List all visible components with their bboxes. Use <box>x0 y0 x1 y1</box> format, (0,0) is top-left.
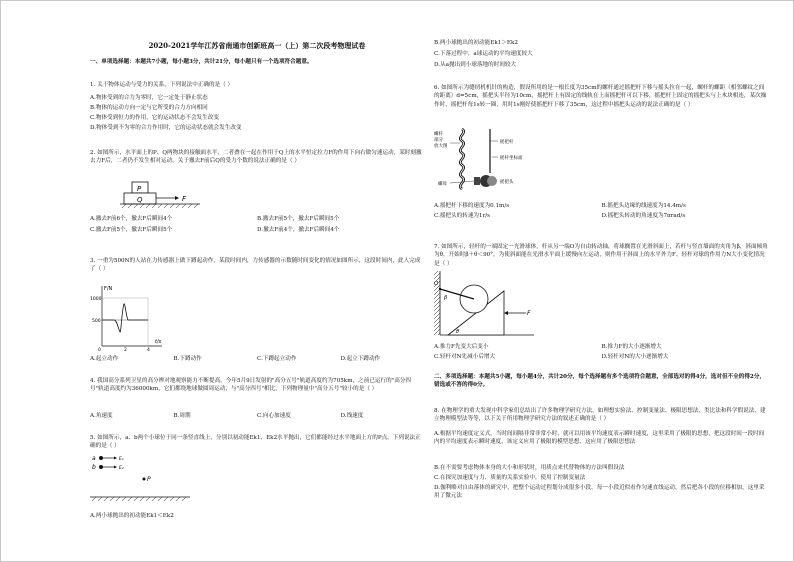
q6-label-screw: 螺杆 <box>434 132 443 137</box>
q3-tick-500: 500 <box>92 319 101 324</box>
q6-option-b: B.摇把头边缘的线速度为14.4m/s <box>601 203 686 209</box>
q6-label-screw3: 放大图 <box>434 144 448 149</box>
q5-label-e2: E₂ <box>119 466 124 471</box>
q3-tick-1000: 1000 <box>90 297 102 302</box>
q5-option-a: A.两小球抛出的初动能Ek1＜Ek2 <box>90 513 174 519</box>
q1-option-b: B.物体的运动方向一定与它所受的合力方向相同 <box>90 105 208 111</box>
q2-label-p: P <box>137 185 142 193</box>
q6-label-nut: 螺母 <box>438 182 447 187</box>
q6-label-rod: 摇把杆 <box>500 140 514 145</box>
q7-options-row1 <box>434 343 769 351</box>
q3-stem: 3. 一重为500N的人站在力传感器上做下蹲起动作，某段时间内，力传感器的示数随时间变化的情况如图所示，这段时间内，此人完成了（ ） <box>90 258 421 273</box>
q8-option-d: D.伽利略对自由落体的研究中，把整个运动过程划分成很多小段，每一小段近似看作匀速直线运动，然后把各小段的位移相加，这里采用了微元法 <box>434 485 765 500</box>
q8-option-b: B.在不需要考虑物体本身的大小和形状时，用质点来代替物体的方法叫假设法 <box>434 465 625 471</box>
q2-options-row2 <box>90 226 424 234</box>
right-column <box>434 1 769 561</box>
q6-label-wheel: 摇杆坐标面 <box>500 156 523 161</box>
q3-tick-4: 4 <box>147 348 150 352</box>
q7-label-o: O <box>434 281 439 287</box>
q2-label-q: Q <box>137 196 143 204</box>
q5-label-p: P <box>147 476 151 483</box>
q1-stem: 1. 关于物体运动与受力的关系，下列说法中正确的是（ ） <box>90 82 234 88</box>
q2-label-f: F <box>182 195 187 203</box>
q2-option-b: B.撤去F前5个，撤去F后瞬间5个 <box>257 216 340 222</box>
q7-option-a: A.推力F先变大后变小 <box>434 344 489 350</box>
left-column <box>90 1 424 561</box>
q6-option-d: D.摇把头转动的角速度为7πrad/s <box>601 213 686 219</box>
q4-options <box>90 412 424 420</box>
q6-figure <box>434 127 544 201</box>
q6-option-c: C.摇把头的转速为1r/s <box>434 213 491 219</box>
q2-option-a: A.撤去F前6个，撤去F后瞬间4个 <box>90 216 173 222</box>
q7-option-c: C.轻杆对N先减小后增大 <box>434 354 496 360</box>
q3-xlabel: t/s <box>155 339 162 345</box>
q7-option-d: D.轻杆对N的大小逐渐增大 <box>601 354 669 360</box>
page-title: 2020-2021学年江苏省南通市创新班高一（上）第二次段考物理试卷 <box>148 41 366 50</box>
q4-option-b: B.周期 <box>173 413 191 419</box>
q7-option-b: B.推力F的大小逐渐增大 <box>601 344 662 350</box>
q3-options <box>90 355 424 363</box>
q5-figure <box>90 453 210 509</box>
q5-stem: 5. 如图所示，a、b两个小球位于同一条竖直线上，分别以初动能Ek1、Ek2水平抛出，它们都能经过水平地面上方的P点，下列说法正确的是（ ） <box>90 435 421 450</box>
q3-ylabel: F/N <box>104 286 113 292</box>
q3-tick-2: 2 <box>124 348 127 352</box>
q1-option-a: A.物体受到的合力为零时，它一定处于静止状态 <box>90 95 208 101</box>
q5-label-b: b <box>92 464 96 471</box>
q3-option-b: B.下蹲动作 <box>173 356 202 362</box>
q3-option-d: D.起立下蹲动作 <box>340 356 381 362</box>
q3-option-c: C.下蹲起立动作 <box>257 356 297 362</box>
q6-label-screw2: 部分 <box>434 138 443 143</box>
q4-option-c: C.向心加速度 <box>257 413 291 419</box>
q7-stem: 7. 如图所示，轻杆的一端固定一光滑球体，杆从另一端O为自由转动轴，将球搁置在光滑斜面上，若杆与竖直墙面的夹角为β，斜面倾角为θ，开始时β＋θ＜90°，为使斜面能在光滑水平面上缓慢向左运动，则作用于斜面上的水平外力F、轻杆对球的作用力N大小变化情况是（ ） <box>434 244 768 267</box>
q3-force-graph <box>90 284 170 352</box>
q8-option-c: C.在探究加速度与力、质量的关系实验中，使用了控制变量法 <box>434 475 586 481</box>
q2-option-c: C.撤去F前5个，撤去F后瞬间5个 <box>90 227 173 233</box>
q6-label-head: 摇把头 <box>500 180 514 185</box>
q3-origin: 0 <box>98 348 101 352</box>
q3-option-a: A.起立动作 <box>90 356 119 362</box>
q3-force-curve <box>102 304 148 332</box>
q7-label-beta: β <box>444 295 448 301</box>
q5-label-a: a <box>92 455 96 462</box>
q6-option-a: A.摇把杆下移的速度为0.1m/s <box>434 203 510 209</box>
q5-option-b: B.两小球抛出的初动能Ek1＞Ek2 <box>434 40 518 46</box>
q7-label-theta: θ <box>456 329 460 335</box>
q6-options-row1 <box>434 202 769 210</box>
q2-option-d: D.撤去F前4个，撤去F后瞬间4个 <box>257 227 340 233</box>
q6-options-row2 <box>434 212 769 220</box>
q7-label-f: F <box>527 310 531 317</box>
q8-stem: 8. 在物理学的重大发现中科学家们总结出了许多物理学研究方法，如理想实验法、控制变量法、极限思想法、类比法和科学假说法、建立物理模型法等等，以下关于所用物理学研究方法的叙述正确的是（ ） <box>434 408 766 423</box>
q1-option-c: C.物体受到恒力的作用，它的运动状态不会发生改变 <box>90 115 219 121</box>
q4-stem: 4. 我国高分系列卫星的高分辨对地观察能力不断提高，今年5月9日发射的"高分五号"轨道高度约为705km，之前已运行的"高分四号"轨道高度约为36000km，它们都绕地球做圆周运动，与"高分四号"相比，下列物理量中"高分五号"较小的是（ ） <box>90 378 412 393</box>
q4-option-d: D.线速度 <box>340 413 364 419</box>
q1-option-d: D.物体受到不为零的合力作用时，它的运动状态就会发生改变 <box>90 125 242 131</box>
q6-stem: 6. 如图所示为缝纫机机针的构造，假设所用的是一根长度为35cm的螺杆通过摇把杆下移与摇头拉在一起，螺杆的螺距（相邻螺纹之间的距离）d=5cm，摇把头半径为10cm，摇把杆上有固定的线轨在上而摇把杆可以下移，摇把杆上固定的摇把头与上木块相连，某次操作时，摇把杆每1s转一圈，用时1s刚好使摇把杆下移了35cm，这过程中摇把头运动的说法正确的是（ ） <box>434 85 767 108</box>
q2-stem: 2. 如图所示，水平面上的P、Q两物块的接触面水平，二者叠在一起在作用于Q上的水平恒定拉力F的作用下向右做匀速运动，某时刻撤去力F后，二者仍不发生相对运动。关于撤去F前后Q的受力个数的说法正确的是（ ） <box>90 150 422 165</box>
q5-option-d: D.从a抛出到小球落地的时间较大 <box>434 62 517 68</box>
q2-figure <box>120 181 220 211</box>
q5-label-e1: E₁ <box>119 457 124 462</box>
q4-option-a: A.角速度 <box>90 413 113 419</box>
section-1-heading: 一、单项选择题：本题共7小题，每小题3分，共计21分，每小题只有一个选项符合题意。 <box>90 59 313 65</box>
q8-option-a: A.根据平均速度定义式，当时间间隔非常非常小时，就可以用该平均速度表示瞬时速度，这里采用了极限的思想，把这段时间一段时间内的平均速度表示瞬时速度，该定义应用了极限的模型思想，这应用了极限思想法 <box>434 431 765 446</box>
q5-option-c: C.下落过程中，a球运动的平均速度较大 <box>434 51 533 57</box>
q2-options-row1 <box>90 215 424 223</box>
section-2-heading: 二、多项选择题：本题共5小题，每小题4分，共计20分，每个选择题有多个选项符合题意，全部选对的得4分，选对但不全的得2分，错选或不答的得0分。 <box>434 374 766 389</box>
q7-figure <box>434 271 534 341</box>
q7-options-row2 <box>434 353 769 361</box>
